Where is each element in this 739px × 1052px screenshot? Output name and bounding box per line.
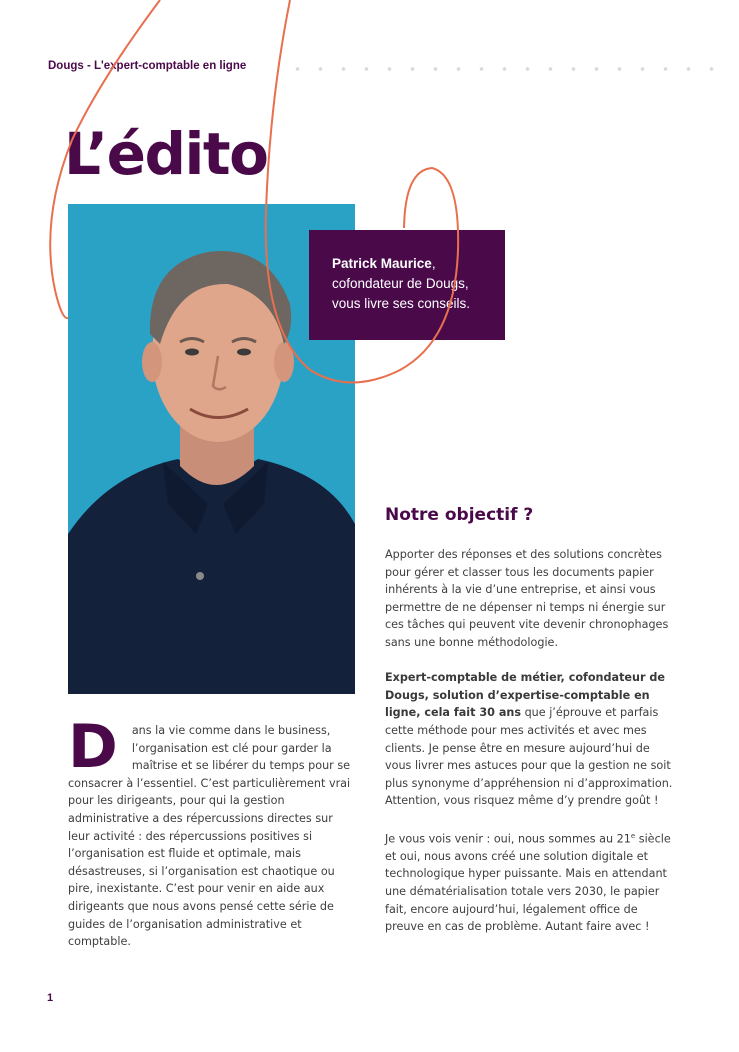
century-superscript: e bbox=[630, 831, 636, 840]
page-title: L’édito bbox=[64, 120, 268, 188]
dotted-divider bbox=[286, 66, 726, 72]
objective-paragraph-3-end: siècle et oui, nous avons créé une solution digitale et technologique hyper puissante. Mais en attendant une dématérialisation totale vers 2030, le papier fait, encore aujourd’hui, légalement office de preuve en cas de problème. Autant faire avec ! bbox=[385, 832, 671, 934]
running-header: Dougs - L'expert-comptable en ligne bbox=[48, 60, 247, 72]
objective-paragraph-2-bold: Expert-comptable de métier, cofondateur de Dougs, solution d’expertise-comptable en ligne, cela fait 30 ans bbox=[385, 671, 665, 720]
author-name: Patrick Maurice bbox=[332, 256, 432, 271]
author-role: cofondateur de Dougs, bbox=[332, 276, 469, 291]
drop-cap: D bbox=[68, 712, 118, 782]
intro-column bbox=[68, 712, 358, 951]
author-name-suffix: , bbox=[431, 256, 436, 271]
objective-paragraph-2 bbox=[385, 669, 677, 810]
objective-paragraph-2-text: que j’éprouve et parfais cette méthode pour mes activités et avec mes clients. Je pense être en mesure aujourd’hui de vous livrer mes astuces pour que la gestion ne soit plus synonyme d’appréhension ni d’approximation. Attention, vous risquez même d’y prendre goût ! bbox=[385, 706, 673, 808]
intro-paragraph: ans la vie comme dans le business, l’organisation est clé pour garder la maîtrise et se libérer du temps pour se consacrer à l’essentiel. C’est particulièrement vrai pour les dirigeants, pour qui la gestion administrative a des répercussions directes sur leur activité : des répercussions positives si l’organisation est fluide et optimale, mais désastreuses, si l’organisation est chaotique ou pire, inexistante. C’est pour venir en aide aux dirigeants que nous avons pensé cette série de guides de l’organisation administrative et comptable. bbox=[68, 724, 351, 949]
objective-column bbox=[385, 546, 677, 953]
objective-paragraph-1: Apporter des réponses et des solutions concrètes pour gérer et classer tous les documents papier inhérents à la vie d’une entreprise, et ainsi vous permettre de ne dépenser ni temps ni énergie sur ces tâches qui peuvent vite devenir chronophages sans une bonne méthodologie. bbox=[385, 548, 669, 649]
author-tagline: vous livre ses conseils. bbox=[332, 296, 471, 311]
objective-paragraph-3 bbox=[385, 828, 677, 936]
page-number: 1 bbox=[47, 992, 54, 1004]
author-callout bbox=[309, 230, 505, 340]
section-title: Notre objectif ? bbox=[385, 505, 534, 525]
objective-paragraph-3-start: Je vous vois venir : oui, nous sommes au 21 bbox=[385, 832, 631, 846]
